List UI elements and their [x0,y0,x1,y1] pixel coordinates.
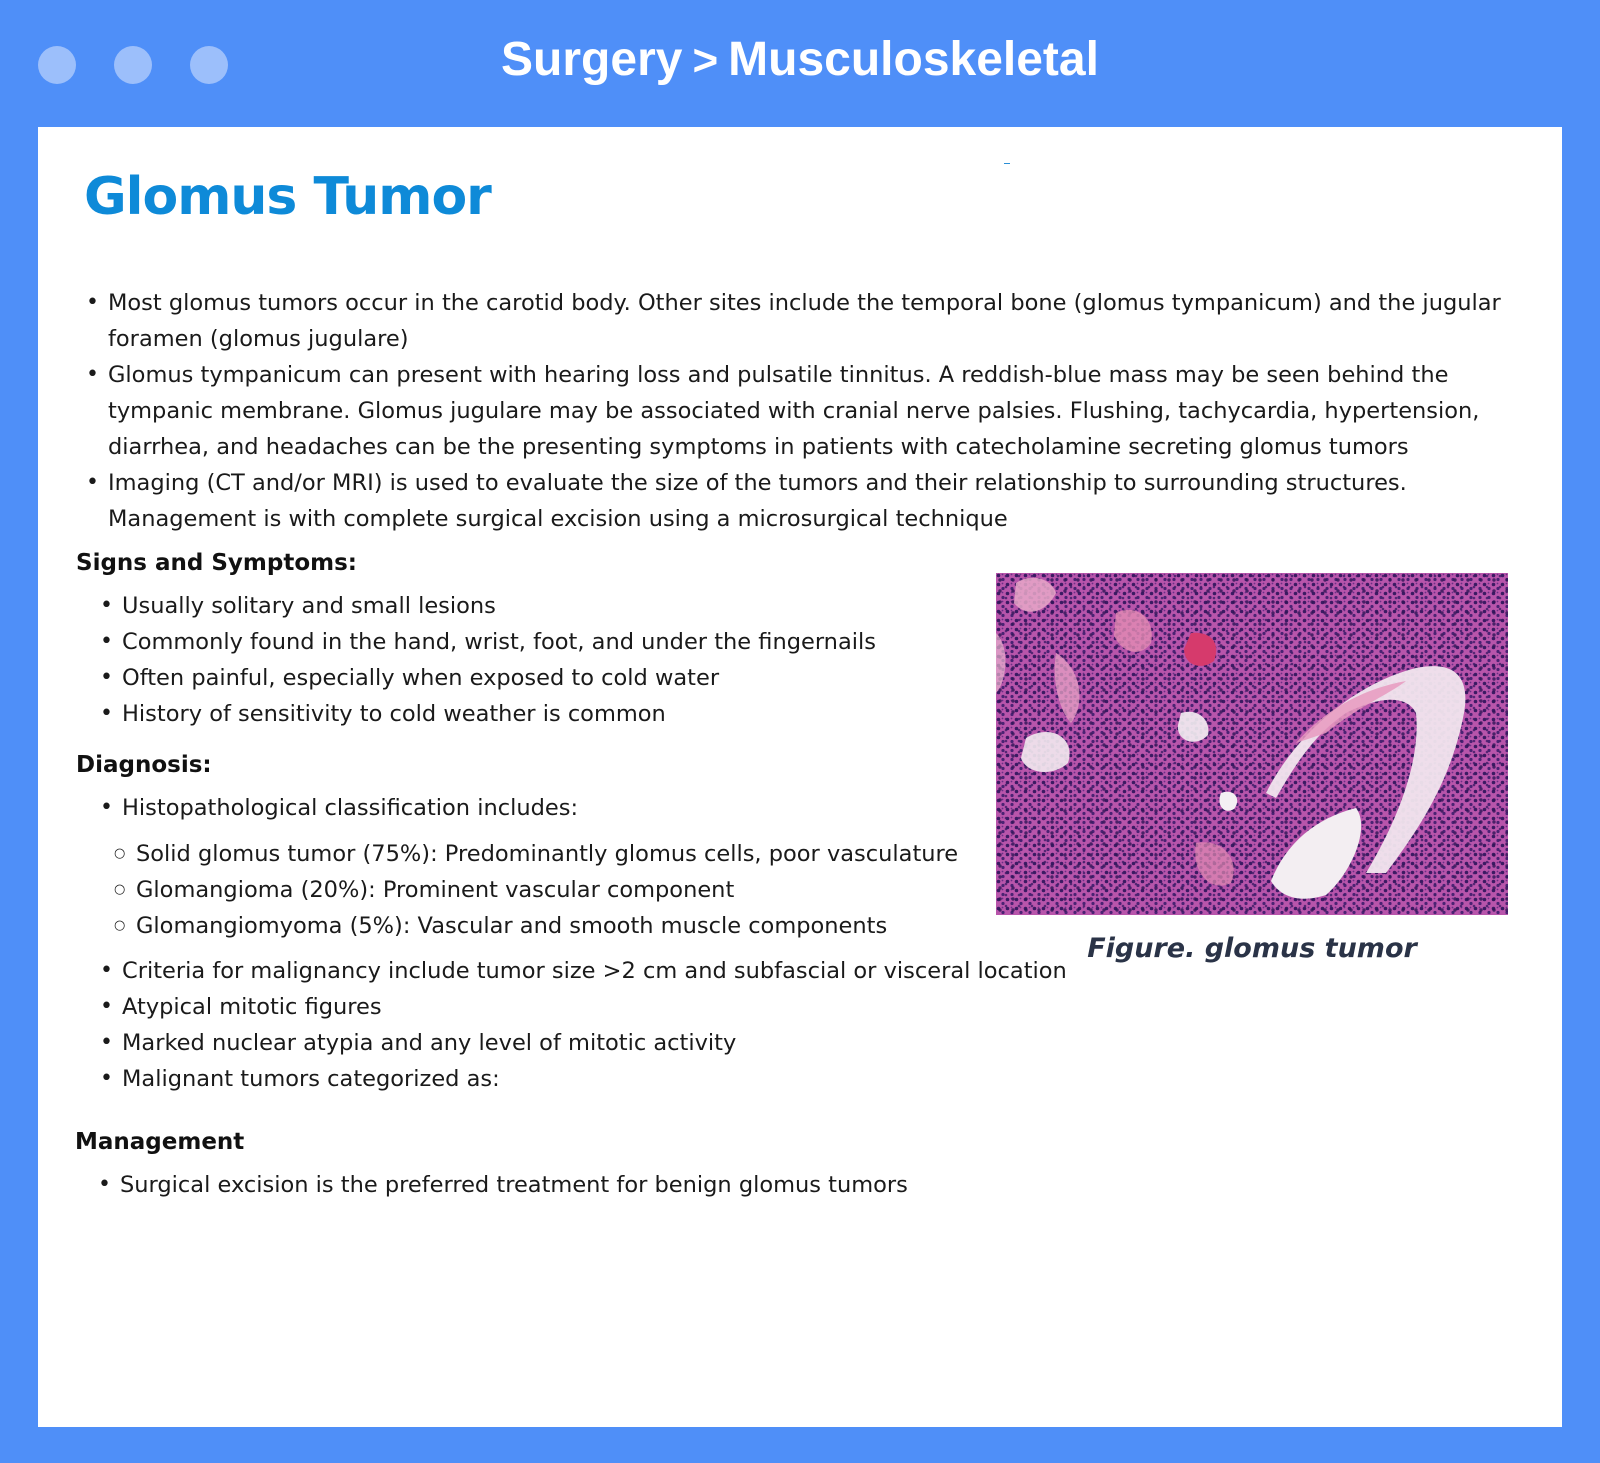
breadcrumb-surgery[interactable]: Surgery [501,33,683,86]
breadcrumb-separator: > [692,36,719,85]
figure-caption: Figure. glomus tumor [1087,933,1417,964]
page-title: Glomus Tumor [84,167,491,227]
diagnosis-criteria-list [96,953,1096,1097]
diagnosis-lead-list [96,790,996,826]
histology-illustration [996,573,1508,915]
diagnosis-heading: Diagnosis: [76,752,212,778]
intro-list [82,285,1502,537]
list-item: • Surgical excision is the preferred treatment for benign glomus tumors [94,1167,994,1203]
window-titlebar [0,0,1600,127]
management-heading: Management [75,1129,245,1155]
list-item: • History of sensitivity to cold weather is common [96,696,976,732]
list-item: • Criteria for malignancy include tumor size >2 cm and subfascial or visceral location [96,953,1096,989]
signs-list [96,588,976,732]
breadcrumb [0,32,1600,87]
management-list [94,1167,994,1203]
decorative-mark [1004,163,1010,164]
list-item: • Glomus tympanicum can present with hearing loss and pulsatile tinnitus. A reddish-blue mass may be seen behind the tympanic membrane. Glomus jugulare may be associated with cranial nerve palsies. Flushing, tachycardia, hypertension, diarrhea, and headaches can be the presenting symptoms in patients with catecholamine secreting glomus tumors [82,357,1502,465]
list-item: • Histopathological classification includes: [96,790,996,826]
list-item: ○ Glomangioma (20%): Prominent vascular component [114,872,994,908]
list-item: ○ Glomangiomyoma (5%): Vascular and smooth muscle components [114,908,994,944]
list-item: ○ Solid glomus tumor (75%): Predominantly glomus cells, poor vasculature [114,836,994,872]
content-panel [38,127,1562,1427]
list-item: • Commonly found in the hand, wrist, foot, and under the fingernails [96,624,976,660]
list-item: • Marked nuclear atypia and any level of mitotic activity [96,1025,1096,1061]
signs-heading: Signs and Symptoms: [76,550,357,576]
list-item: • Malignant tumors categorized as: [96,1061,1096,1097]
list-item: • Often painful, especially when exposed to cold water [96,660,976,696]
list-item: • Usually solitary and small lesions [96,588,976,624]
breadcrumb-musculoskeletal[interactable]: Musculoskeletal [728,33,1099,86]
diagnosis-subclass-list [114,836,994,944]
list-item: • Imaging (CT and/or MRI) is used to evaluate the size of the tumors and their relationship to surrounding structures. Management is with complete surgical excision using a microsurgical technique [82,465,1502,537]
list-item: • Most glomus tumors occur in the carotid body. Other sites include the temporal bone (glomus tympanicum) and the jugular foramen (glomus jugulare) [82,285,1502,357]
list-item: • Atypical mitotic figures [96,989,1096,1025]
histology-image [996,573,1508,915]
